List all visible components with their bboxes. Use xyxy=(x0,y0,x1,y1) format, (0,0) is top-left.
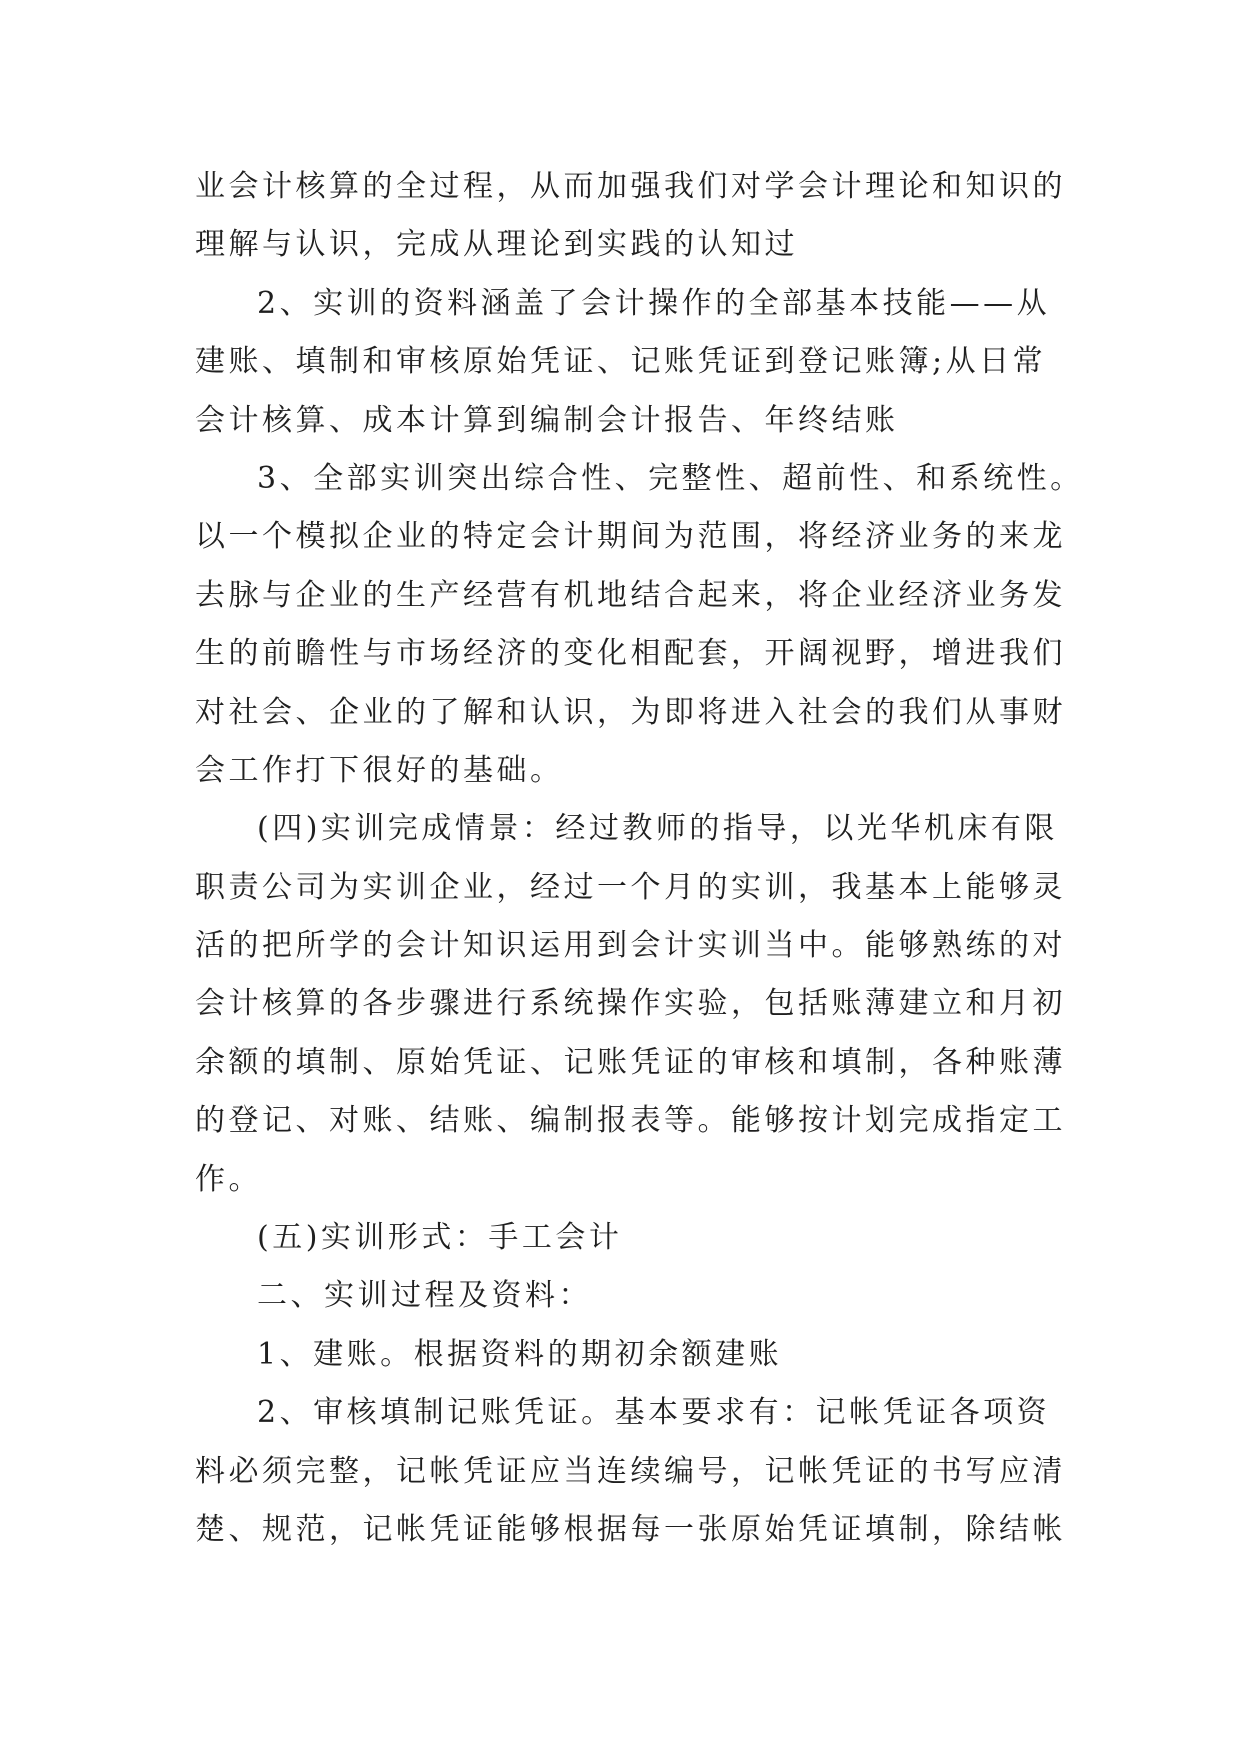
text-line: 会计核算、成本计算到编制会计报告、年终结账 xyxy=(195,402,899,438)
text-line: 去脉与企业的生产经营有机地结合起来，将企业经济业务发 xyxy=(195,577,1066,613)
text-line: 理解与认识，完成从理论到实践的认知过 xyxy=(195,227,798,263)
text-line: 2、实训的资料涵盖了会计操作的全部基本技能——从 xyxy=(257,285,1051,321)
text-line: (四)实训完成情景：经过教师的指导，以光华机床有限 xyxy=(257,811,1058,847)
text-line: 楚、规范，记帐凭证能够根据每一张原始凭证填制，除结帐 xyxy=(195,1511,1066,1547)
text-line: 1、建账。根据资料的期初余额建账 xyxy=(257,1336,783,1372)
text-line: 3、全部实训突出综合性、完整性、超前性、和系统性。 xyxy=(257,460,1084,496)
text-line: 2、审核填制记账凭证。基本要求有：记帐凭证各项资 xyxy=(257,1395,1051,1431)
text-line: 二、实训过程及资料： xyxy=(257,1278,592,1314)
text-line: 会工作打下很好的基础。 xyxy=(195,752,564,788)
text-line: 建账、填制和审核原始凭证、记账凭证到登记账簿;从日常 xyxy=(195,344,1047,380)
text-line: 以一个模拟企业的特定会计期间为范围，将经济业务的来龙 xyxy=(195,519,1066,555)
text-line: 职责公司为实训企业，经过一个月的实训，我基本上能够灵 xyxy=(195,869,1066,905)
text-line: (五)实训形式：手工会计 xyxy=(257,1220,623,1256)
text-line: 业会计核算的全过程，从而加强我们对学会计理论和知识的 xyxy=(195,169,1066,204)
text-line: 余额的填制、原始凭证、记账凭证的审核和填制，各种账薄 xyxy=(195,1044,1066,1080)
text-line: 生的前瞻性与市场经济的变化相配套，开阔视野，增进我们 xyxy=(195,636,1066,672)
document-body xyxy=(195,158,1084,1559)
text-line: 会计核算的各步骤进行系统操作实验，包括账薄建立和月初 xyxy=(195,986,1066,1022)
text-line: 料必须完整，记帐凭证应当连续编号，记帐凭证的书写应清 xyxy=(195,1453,1066,1489)
text-line: 对社会、企业的了解和认识，为即将进入社会的我们从事财 xyxy=(195,694,1066,730)
text-line: 作。 xyxy=(195,1161,262,1197)
text-line: 的登记、对账、结账、编制报表等。能够按计划完成指定工 xyxy=(195,1103,1066,1139)
text-line: 活的把所学的会计知识运用到会计实训当中。能够熟练的对 xyxy=(195,928,1066,964)
